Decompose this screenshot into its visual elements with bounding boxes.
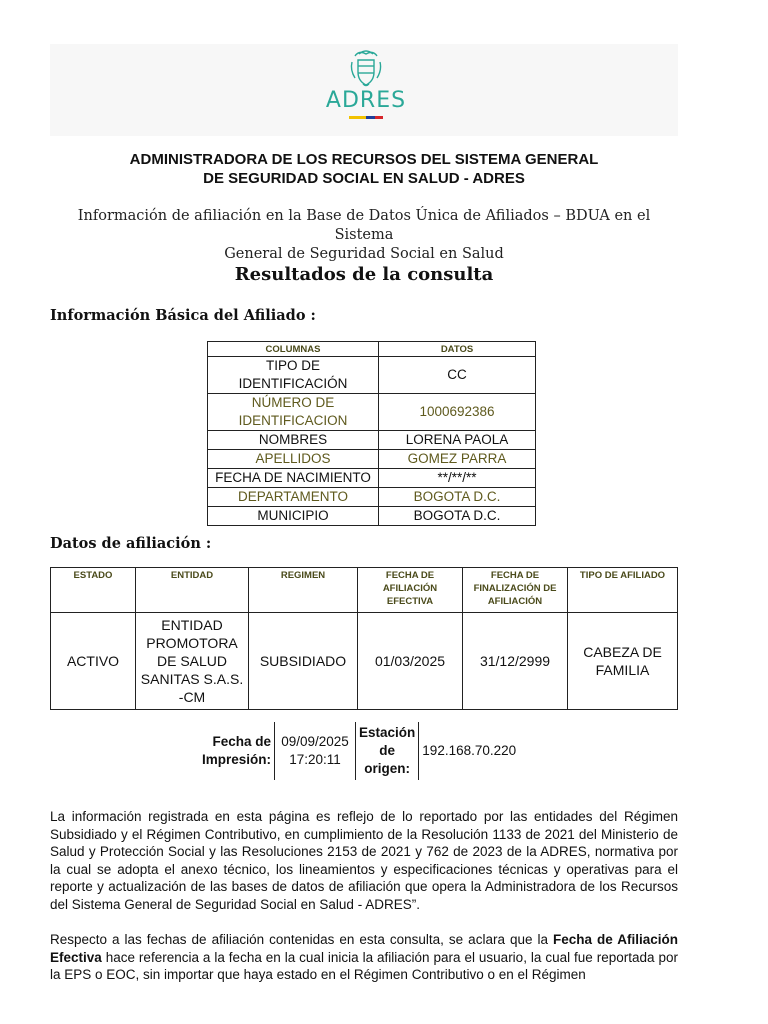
table-row (208, 469, 536, 488)
table-header-row (51, 568, 678, 613)
origin-station-label: Estación de origen: (356, 722, 419, 780)
paragraph-2-text: Respecto a las fechas de afiliación contenidas en esta consulta, se aclara que la (50, 932, 553, 947)
subtitle-line-2: General de Seguridad Social en Salud (224, 246, 504, 262)
row-value: BOGOTA D.C. (379, 488, 536, 507)
fecha-afiliacion-cell: 01/03/2025 (358, 613, 463, 710)
paragraph-2-text: hace referencia a la fecha en la cual inicia la afiliación para el usuario, la cual fue reportada por la EPS o EOC, sin importar que haya estado en el Régimen Contributivo o en el Régimen (50, 949, 678, 982)
estado-cell: ACTIVO (51, 613, 136, 710)
colombia-flag-stripe (349, 116, 383, 119)
adres-logo (318, 48, 414, 132)
table-row (208, 357, 536, 394)
row-label: TIPO DE IDENTIFICACIÓN (208, 357, 379, 394)
table-header-row (208, 342, 536, 357)
page-subtitle (50, 207, 678, 264)
subtitle-line-1: Información de afiliación en la Base de Datos Única de Afiliados – BDUA en el Sistema (77, 208, 651, 243)
legal-paragraph-2 (50, 931, 678, 984)
paragraph-2-bold: Fecha de Afiliación Efectiva (50, 932, 679, 965)
column-header: TIPO DE AFILIADO (568, 568, 678, 613)
table-row (208, 450, 536, 469)
print-info-table (199, 722, 519, 780)
print-date-value: 09/09/2025 17:20:11 (275, 722, 356, 780)
origin-station-value: 192.168.70.220 (422, 743, 517, 758)
row-value: BOGOTA D.C. (379, 507, 536, 526)
regimen-cell: SUBSIDIADO (249, 613, 358, 710)
print-date-label: Fecha de Impresión: (199, 722, 275, 780)
column-header: FECHA DE FINALIZACIÓN DE AFILIACIÓN (463, 568, 568, 613)
fecha-finalizacion-cell: 31/12/2999 (463, 613, 568, 710)
row-value: CC (379, 357, 536, 394)
coat-of-arms-icon (349, 48, 383, 88)
row-value: LORENA PAOLA (379, 431, 536, 450)
row-value: GOMEZ PARRA (379, 450, 536, 469)
tipo-afiliado-cell: CABEZA DE FAMILIA (568, 613, 678, 710)
basic-info-table (207, 341, 536, 526)
affiliation-table (50, 567, 678, 710)
row-label: NÚMERO DE IDENTIFICACION (208, 394, 379, 431)
table-row (51, 613, 678, 710)
logo-text: ADRES (325, 88, 407, 113)
table-row (208, 507, 536, 526)
table-row (208, 431, 536, 450)
row-label: DEPARTAMENTO (208, 488, 379, 507)
org-title-line-2: DE SEGURIDAD SOCIAL EN SALUD - ADRES (203, 170, 525, 187)
table-row (208, 488, 536, 507)
legal-paragraph-1: La información registrada en esta página es reflejo de lo reportado por las entidades del Régimen Subsidiado y el Régimen Contributivo, en cumplimiento de la Resolución 1133 de 2021 del Ministerio de Salud y Protección Social y las Resoluciones 2153 de 2021 y 762 de 2023 de la ADRES, normativa por la cual se adopta el anexo técnico, los lineamientos y especificaciones técnicas y operativas para el reporte y actualización de las bases de datos de afiliación que opera la Administradora de los Recursos del Sistema General de Seguridad Social en Salud - ADRES”. (50, 809, 678, 912)
row-value: **/**/** (379, 469, 536, 488)
results-title: Resultados de la consulta (234, 264, 494, 285)
row-label: FECHA DE NACIMIENTO (208, 469, 379, 488)
affiliation-title: Datos de afiliación : (50, 535, 212, 552)
column-header: COLUMNAS (208, 342, 379, 357)
column-header: REGIMEN (249, 568, 358, 613)
table-row (199, 722, 519, 780)
table-row (208, 394, 536, 431)
row-label: MUNICIPIO (208, 507, 379, 526)
column-header: ESTADO (51, 568, 136, 613)
basic-info-title: Información Básica del Afiliado : (50, 307, 316, 324)
entidad-cell: ENTIDAD PROMOTORA DE SALUD SANITAS S.A.S. -CM (136, 613, 249, 710)
org-title-line-1: ADMINISTRADORA DE LOS RECURSOS DEL SISTEMA GENERAL (129, 151, 599, 168)
row-value: 1000692386 (379, 394, 536, 431)
column-header: DATOS (379, 342, 536, 357)
row-label: NOMBRES (208, 431, 379, 450)
organization-title (50, 150, 678, 188)
column-header: FECHA DE AFILIACIÓN EFECTIVA (358, 568, 463, 613)
column-header: ENTIDAD (136, 568, 249, 613)
row-label: APELLIDOS (208, 450, 379, 469)
